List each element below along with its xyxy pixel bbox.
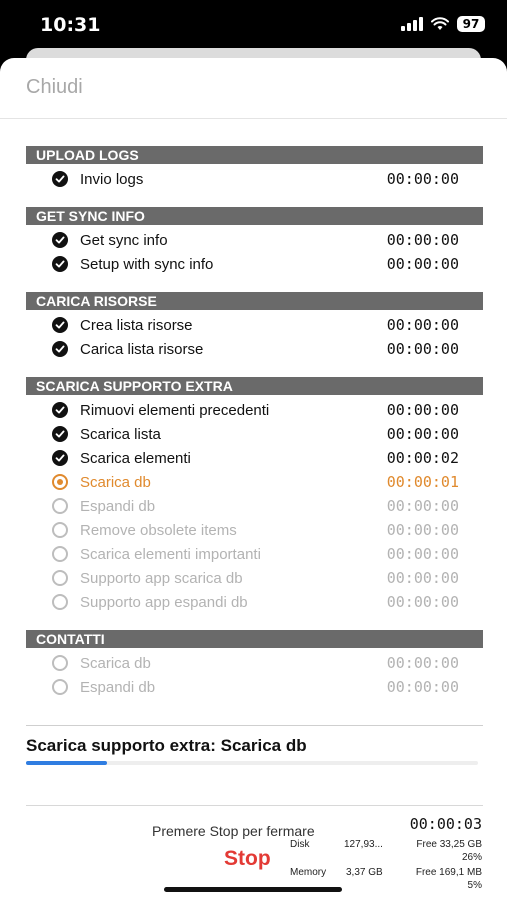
task-time: 00:00:00 bbox=[386, 654, 459, 672]
task-time: 00:00:00 bbox=[386, 231, 459, 249]
task-row bbox=[26, 446, 483, 470]
checkmark-circle-icon bbox=[52, 450, 68, 466]
task-time: 00:00:00 bbox=[386, 316, 459, 334]
memory-label: Memory bbox=[290, 867, 327, 878]
checkmark-circle-icon bbox=[52, 426, 68, 442]
current-task-title: Scarica supporto extra: Scarica db bbox=[26, 736, 307, 755]
task-label: Scarica db bbox=[80, 654, 151, 672]
stop-button[interactable]: Stop bbox=[224, 847, 271, 870]
task-time: 00:00:00 bbox=[386, 340, 459, 358]
task-label: Setup with sync info bbox=[80, 255, 214, 273]
task-row bbox=[26, 494, 483, 518]
section-header: UPLOAD LOGS bbox=[26, 146, 483, 164]
pending-circle-icon bbox=[52, 570, 68, 586]
task-label: Remove obsolete items bbox=[80, 521, 237, 539]
task-time: 00:00:00 bbox=[386, 497, 459, 515]
section-header: CARICA RISORSE bbox=[26, 292, 483, 310]
task-label: Crea lista risorse bbox=[80, 316, 193, 334]
pending-circle-icon bbox=[52, 679, 68, 695]
status-time: 10:31 bbox=[40, 14, 101, 36]
task-label: Scarica elementi importanti bbox=[80, 545, 261, 563]
task-time: 00:00:00 bbox=[386, 521, 459, 539]
pending-circle-icon bbox=[52, 498, 68, 514]
progress-fill bbox=[26, 761, 107, 765]
memory-percent: 5% bbox=[467, 880, 482, 891]
home-indicator bbox=[164, 887, 342, 892]
footer-divider bbox=[26, 805, 483, 806]
pending-circle-icon bbox=[52, 546, 68, 562]
sync-sheet bbox=[0, 58, 507, 900]
progress-bar bbox=[26, 761, 478, 765]
disk-free: Free 33,25 GB bbox=[416, 839, 482, 850]
task-row bbox=[26, 470, 483, 494]
task-time: 00:00:00 bbox=[386, 593, 459, 611]
task-time: 00:00:01 bbox=[386, 473, 459, 491]
task-time: 00:00:00 bbox=[386, 255, 459, 273]
task-row bbox=[26, 542, 483, 566]
status-icons bbox=[401, 16, 485, 32]
task-time: 00:00:00 bbox=[386, 569, 459, 587]
task-label: Rimuovi elementi precedenti bbox=[80, 401, 270, 419]
task-row bbox=[26, 337, 483, 361]
pending-circle-icon bbox=[52, 594, 68, 610]
task-row bbox=[26, 398, 483, 422]
task-label: Supporto app scarica db bbox=[80, 569, 243, 587]
list-divider bbox=[26, 725, 483, 726]
task-label: Get sync info bbox=[80, 231, 168, 249]
checkmark-circle-icon bbox=[52, 171, 68, 187]
battery-indicator: 97 bbox=[457, 16, 485, 32]
task-label: Espandi db bbox=[80, 678, 156, 696]
section-header: GET SYNC INFO bbox=[26, 207, 483, 225]
checkmark-circle-icon bbox=[52, 402, 68, 418]
disk-value: 127,93... bbox=[344, 839, 383, 850]
checkmark-circle-icon bbox=[52, 341, 68, 357]
task-label: Supporto app espandi db bbox=[80, 593, 248, 611]
task-row bbox=[26, 651, 483, 675]
pending-circle-icon bbox=[52, 655, 68, 671]
task-label: Espandi db bbox=[80, 497, 156, 515]
header-divider bbox=[0, 118, 507, 119]
pending-circle-icon bbox=[52, 522, 68, 538]
task-row bbox=[26, 422, 483, 446]
task-row bbox=[26, 566, 483, 590]
task-time: 00:00:00 bbox=[386, 401, 459, 419]
task-time: 00:00:00 bbox=[386, 425, 459, 443]
task-row bbox=[26, 252, 483, 276]
elapsed-time: 00:00:03 bbox=[409, 815, 482, 833]
checkmark-circle-icon bbox=[52, 317, 68, 333]
section-header: SCARICA SUPPORTO EXTRA bbox=[26, 377, 483, 395]
task-label: Invio logs bbox=[80, 170, 144, 188]
cellular-signal-icon bbox=[401, 17, 423, 31]
task-row bbox=[26, 313, 483, 337]
disk-label: Disk bbox=[290, 839, 310, 850]
memory-value: 3,37 GB bbox=[346, 867, 383, 878]
checkmark-circle-icon bbox=[52, 232, 68, 248]
task-label: Carica lista risorse bbox=[80, 340, 204, 358]
task-row bbox=[26, 228, 483, 252]
in-progress-radio-icon bbox=[52, 474, 68, 490]
task-time: 00:00:00 bbox=[386, 678, 459, 696]
wifi-icon bbox=[431, 17, 449, 31]
task-time: 00:00:02 bbox=[386, 449, 459, 467]
close-button[interactable]: Chiudi bbox=[26, 76, 83, 98]
memory-free: Free 169,1 MB bbox=[415, 867, 482, 878]
task-row bbox=[26, 590, 483, 614]
disk-percent: 26% bbox=[461, 852, 482, 863]
task-label: Scarica db bbox=[80, 473, 151, 491]
checkmark-circle-icon bbox=[52, 256, 68, 272]
task-time: 00:00:00 bbox=[386, 170, 459, 188]
status-bar bbox=[0, 0, 507, 50]
task-label: Scarica elementi bbox=[80, 449, 191, 467]
task-time: 00:00:00 bbox=[386, 545, 459, 563]
stop-instruction: Premere Stop per fermare bbox=[152, 823, 315, 839]
task-row bbox=[26, 167, 483, 191]
task-row bbox=[26, 518, 483, 542]
section-header: CONTATTI bbox=[26, 630, 483, 648]
task-row bbox=[26, 675, 483, 699]
task-label: Scarica lista bbox=[80, 425, 161, 443]
